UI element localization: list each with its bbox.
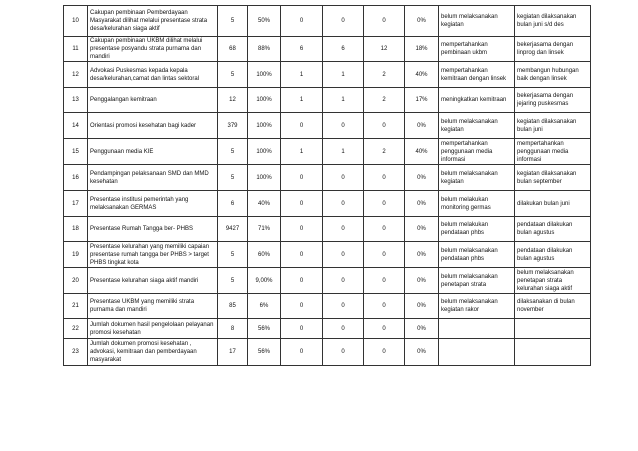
indicator-description: Orientasi promosi kesehatan bagi kader bbox=[88, 113, 218, 139]
indicator-description: Cakupan pembinaan Pemberdayaan Masyarakat dilihat melalui presentase strata desa/kelurahan siaga aktif bbox=[88, 6, 218, 37]
value-b: 6 bbox=[323, 37, 364, 62]
follow-up-plan bbox=[515, 339, 591, 366]
indicator-description: Penggunaan media KIE bbox=[88, 139, 218, 165]
problem-note: belum melaksanakan kegiatan rakor bbox=[439, 294, 515, 319]
row-number: 11 bbox=[64, 37, 88, 62]
table-row bbox=[64, 191, 591, 217]
value-a: 1 bbox=[281, 88, 323, 113]
value-a: 0 bbox=[281, 319, 323, 339]
row-number: 15 bbox=[64, 139, 88, 165]
target-percent: 88% bbox=[248, 37, 281, 62]
target-percent: 6% bbox=[248, 294, 281, 319]
value-a: 0 bbox=[281, 339, 323, 366]
target-value: 5 bbox=[218, 268, 248, 294]
target-value: 5 bbox=[218, 165, 248, 191]
target-value: 5 bbox=[218, 242, 248, 268]
problem-note: mempertahankan penggunaan media informasi bbox=[439, 139, 515, 165]
problem-note: meningkatkan kemitraan bbox=[439, 88, 515, 113]
target-value: 6 bbox=[218, 191, 248, 217]
target-value: 9427 bbox=[218, 217, 248, 242]
achievement-percent: 0% bbox=[405, 6, 439, 37]
value-b: 0 bbox=[323, 268, 364, 294]
report-table bbox=[63, 5, 591, 366]
target-percent: 60% bbox=[248, 242, 281, 268]
value-c: 0 bbox=[364, 191, 405, 217]
value-c: 0 bbox=[364, 319, 405, 339]
follow-up-plan: kegiatan dilaksanakan bulan juni s/d des bbox=[515, 6, 591, 37]
indicator-description: Presentase institusi pemerintah yang melaksanakan GERMAS bbox=[88, 191, 218, 217]
row-number: 12 bbox=[64, 62, 88, 88]
value-a: 0 bbox=[281, 6, 323, 37]
indicator-description: Pendampingan pelaksanaan SMD dan MMD kesehatan bbox=[88, 165, 218, 191]
follow-up-plan: membangun hubungan baik dengan linsek bbox=[515, 62, 591, 88]
value-b: 1 bbox=[323, 88, 364, 113]
table-row bbox=[64, 319, 591, 339]
target-percent: 100% bbox=[248, 88, 281, 113]
value-a: 0 bbox=[281, 217, 323, 242]
problem-note: belum melaksanakan pendataan phbs bbox=[439, 242, 515, 268]
value-c: 0 bbox=[364, 339, 405, 366]
row-number: 19 bbox=[64, 242, 88, 268]
value-b: 1 bbox=[323, 139, 364, 165]
value-a: 1 bbox=[281, 62, 323, 88]
row-number: 14 bbox=[64, 113, 88, 139]
achievement-percent: 0% bbox=[405, 242, 439, 268]
value-c: 0 bbox=[364, 165, 405, 191]
target-percent: 100% bbox=[248, 139, 281, 165]
follow-up-plan bbox=[515, 319, 591, 339]
value-b: 0 bbox=[323, 339, 364, 366]
indicator-description: Presentase UKBM yang memiliki strata purnama dan mandiri bbox=[88, 294, 218, 319]
value-a: 0 bbox=[281, 113, 323, 139]
problem-note bbox=[439, 339, 515, 366]
target-value: 379 bbox=[218, 113, 248, 139]
achievement-percent: 0% bbox=[405, 268, 439, 294]
table-body bbox=[64, 6, 591, 366]
value-c: 0 bbox=[364, 113, 405, 139]
row-number: 21 bbox=[64, 294, 88, 319]
problem-note: mempertahankan kemitraan dengan linsek bbox=[439, 62, 515, 88]
target-value: 5 bbox=[218, 6, 248, 37]
indicator-description: Presentase Rumah Tangga ber- PHBS bbox=[88, 217, 218, 242]
follow-up-plan: kegiatan dilaksanakan bulan september bbox=[515, 165, 591, 191]
value-c: 2 bbox=[364, 88, 405, 113]
achievement-percent: 0% bbox=[405, 217, 439, 242]
table-row bbox=[64, 294, 591, 319]
target-percent: 100% bbox=[248, 62, 281, 88]
problem-note: belum melakukan monitoring germas bbox=[439, 191, 515, 217]
table-row bbox=[64, 339, 591, 366]
follow-up-plan: pendataan dilakukan bulan agustus bbox=[515, 242, 591, 268]
achievement-percent: 40% bbox=[405, 139, 439, 165]
target-value: 8 bbox=[218, 319, 248, 339]
table-row bbox=[64, 165, 591, 191]
follow-up-plan: kegiatan dilaksanakan bulan juni bbox=[515, 113, 591, 139]
problem-note: belum melaksanakan kegiatan bbox=[439, 165, 515, 191]
target-percent: 71% bbox=[248, 217, 281, 242]
achievement-percent: 0% bbox=[405, 339, 439, 366]
follow-up-plan: pendataan dilakukan bulan agustus bbox=[515, 217, 591, 242]
value-b: 0 bbox=[323, 165, 364, 191]
target-value: 5 bbox=[218, 139, 248, 165]
target-value: 17 bbox=[218, 339, 248, 366]
value-c: 0 bbox=[364, 294, 405, 319]
row-number: 22 bbox=[64, 319, 88, 339]
row-number: 10 bbox=[64, 6, 88, 37]
value-c: 0 bbox=[364, 242, 405, 268]
table-row bbox=[64, 217, 591, 242]
follow-up-plan: bekerjasama dengan jejaring puskesmas bbox=[515, 88, 591, 113]
follow-up-plan: dilakukan bulan juni bbox=[515, 191, 591, 217]
follow-up-plan: belum melaksanakan penetapan strata kelurahan siaga aktif bbox=[515, 268, 591, 294]
value-a: 0 bbox=[281, 242, 323, 268]
follow-up-plan: dilaksanakan di bulan november bbox=[515, 294, 591, 319]
value-c: 0 bbox=[364, 268, 405, 294]
value-b: 0 bbox=[323, 191, 364, 217]
value-a: 6 bbox=[281, 37, 323, 62]
achievement-percent: 40% bbox=[405, 62, 439, 88]
table-row bbox=[64, 88, 591, 113]
problem-note bbox=[439, 319, 515, 339]
row-number: 16 bbox=[64, 165, 88, 191]
achievement-percent: 0% bbox=[405, 165, 439, 191]
row-number: 23 bbox=[64, 339, 88, 366]
value-a: 0 bbox=[281, 191, 323, 217]
value-a: 1 bbox=[281, 139, 323, 165]
target-value: 12 bbox=[218, 88, 248, 113]
indicator-description: Jumlah dokumen hasil pengelolaan pelayanan promosi kesehatan bbox=[88, 319, 218, 339]
indicator-description: Advokasi Puskesmas kepada kepala desa/kelurahan,camat dan lintas sektoral bbox=[88, 62, 218, 88]
table-row bbox=[64, 139, 591, 165]
indicator-description: Presentase kelurahan siaga aktif mandiri bbox=[88, 268, 218, 294]
target-percent: 56% bbox=[248, 319, 281, 339]
target-percent: 56% bbox=[248, 339, 281, 366]
problem-note: belum melakukan pendataan phbs bbox=[439, 217, 515, 242]
target-value: 68 bbox=[218, 37, 248, 62]
indicator-description: Cakupan pembinaan UKBM dilihat melalui presentase posyandu strata purnama dan mandiri bbox=[88, 37, 218, 62]
value-c: 12 bbox=[364, 37, 405, 62]
target-percent: 9,00% bbox=[248, 268, 281, 294]
row-number: 20 bbox=[64, 268, 88, 294]
target-value: 5 bbox=[218, 62, 248, 88]
target-percent: 100% bbox=[248, 165, 281, 191]
problem-note: belum melaksanakan kegiatan bbox=[439, 113, 515, 139]
target-percent: 100% bbox=[248, 113, 281, 139]
follow-up-plan: bekerjasama dengan linprog dan linsek bbox=[515, 37, 591, 62]
value-b: 0 bbox=[323, 6, 364, 37]
value-a: 0 bbox=[281, 268, 323, 294]
value-b: 0 bbox=[323, 242, 364, 268]
table-row bbox=[64, 62, 591, 88]
table-row bbox=[64, 242, 591, 268]
value-c: 2 bbox=[364, 139, 405, 165]
value-a: 0 bbox=[281, 165, 323, 191]
problem-note: belum melaksanakan penetapan strata bbox=[439, 268, 515, 294]
indicator-description: Jumlah dokumen promosi kesehatan , advokasi, kemitraan dan pemberdayaan masyarakat bbox=[88, 339, 218, 366]
value-b: 1 bbox=[323, 62, 364, 88]
indicator-description: Penggalangan kemitraan bbox=[88, 88, 218, 113]
value-b: 0 bbox=[323, 217, 364, 242]
table-row bbox=[64, 268, 591, 294]
value-c: 2 bbox=[364, 62, 405, 88]
value-b: 0 bbox=[323, 319, 364, 339]
indicator-description: Presentase kelurahan yang memiliki capaian presentase rumah tangga ber PHBS > target PHBS tingkat kota bbox=[88, 242, 218, 268]
table-row bbox=[64, 6, 591, 37]
problem-note: mempertahankan pembinaan ukbm bbox=[439, 37, 515, 62]
value-a: 0 bbox=[281, 294, 323, 319]
target-percent: 50% bbox=[248, 6, 281, 37]
value-c: 0 bbox=[364, 217, 405, 242]
target-percent: 40% bbox=[248, 191, 281, 217]
achievement-percent: 0% bbox=[405, 294, 439, 319]
achievement-percent: 18% bbox=[405, 37, 439, 62]
value-c: 0 bbox=[364, 6, 405, 37]
problem-note: belum melaksanakan kegiatan bbox=[439, 6, 515, 37]
follow-up-plan: mempertahankan penggunaan media informasi bbox=[515, 139, 591, 165]
row-number: 18 bbox=[64, 217, 88, 242]
target-value: 85 bbox=[218, 294, 248, 319]
achievement-percent: 0% bbox=[405, 191, 439, 217]
table-row bbox=[64, 113, 591, 139]
value-b: 0 bbox=[323, 113, 364, 139]
row-number: 17 bbox=[64, 191, 88, 217]
table-row bbox=[64, 37, 591, 62]
row-number: 13 bbox=[64, 88, 88, 113]
achievement-percent: 0% bbox=[405, 113, 439, 139]
achievement-percent: 0% bbox=[405, 319, 439, 339]
achievement-percent: 17% bbox=[405, 88, 439, 113]
value-b: 0 bbox=[323, 294, 364, 319]
